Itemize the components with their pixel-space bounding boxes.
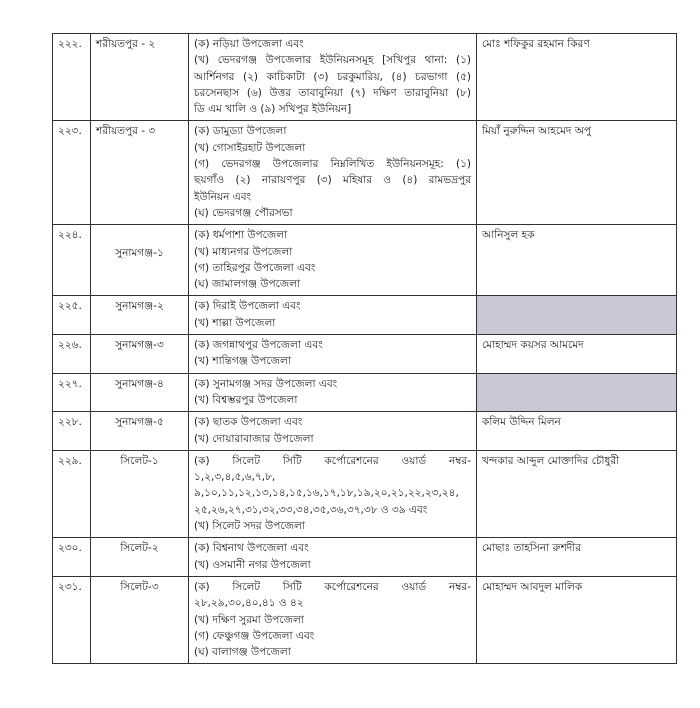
area-line: (খ) দক্ষিণ সুরমা উপজেলা — [194, 613, 304, 626]
member-name: মোছাঃ তাহসিনা রুশদীর — [477, 538, 677, 577]
seat-number: ২২৬. — [53, 335, 91, 374]
area-line: (ঘ) বালাগঞ্জ উপজেলা — [194, 646, 291, 659]
area-line: (খ) মাধ্যনগর উপজেলা — [194, 245, 293, 258]
area-list — [189, 576, 477, 663]
table-row — [53, 34, 677, 121]
seat-number: ২২২. — [53, 34, 91, 121]
seat-number: ২২৪. — [53, 225, 91, 296]
member-name: মোঃ শফিকুর রহমান কিরণ — [477, 34, 677, 121]
area-line: (ক) ডামুড্যা উপজেলা — [194, 125, 287, 138]
table-row — [53, 576, 677, 663]
constituency-name: সিলেট-৩ — [91, 576, 189, 663]
area-line: (খ) শান্তিগঞ্জ উপজেলা — [194, 355, 291, 368]
area-line: (খ) শাল্লা উপজেলা — [194, 316, 276, 329]
area-line: (গ) ভেদরগঞ্জ উপজেলার নিম্নলিখিত ইউনিয়নসমূহ: (১) — [194, 158, 471, 171]
table-row — [53, 121, 677, 225]
area-line: ১,২,৩,৪,৫,৬,৭,৮, — [194, 471, 276, 484]
table-row — [53, 412, 677, 451]
area-line: (ঘ) ভেদরগঞ্জ পৌরসভা — [194, 206, 293, 219]
constituency-name: সুনামগঞ্জ-২ — [91, 296, 189, 335]
area-list — [189, 412, 477, 451]
area-line: ২৮,২৯,৩০,৪০,৪১ ও ৪২ — [194, 597, 304, 610]
table-row — [53, 450, 677, 537]
seat-number: ২২৩. — [53, 121, 91, 225]
area-list — [189, 34, 477, 121]
area-list — [189, 225, 477, 296]
area-line: ৯,১০,১১,১২,১৩,১৪,১৫,১৬,১৭,১৮,১৯,২০,২১,২২,২৩,২৪, — [194, 487, 459, 500]
constituency-name: সিলেট-২ — [91, 538, 189, 577]
area-line: ডি এম খালি ও (৯) সখিপুর ইউনিয়ন] — [194, 103, 352, 116]
area-line: ২৫,২৬,২৭,৩১,৩২,৩৩,৩৪,৩৫,৩৬,৩৭,৩৮ ও ৩৯ এবং — [194, 503, 428, 516]
member-name: আনিসুল হক — [477, 225, 677, 296]
area-list — [189, 335, 477, 374]
area-line: (খ) সিলেট সদর উপজেলা — [194, 520, 305, 533]
area-line: (ক) সিলেট সিটি কর্পোরেশনের ওয়ার্ড নম্বর- — [194, 580, 471, 593]
seat-number: ২২৭. — [53, 373, 91, 412]
seat-number: ২২৮. — [53, 412, 91, 451]
area-line: (খ) ভেদরগঞ্জ উপজেলার ইউনিয়নসমূহ [সখিপুর থানা: (১) — [194, 54, 471, 67]
area-line: ছয়গাঁও (২) নারায়ণপুর (৩) মহিষার ও (৪) রামভদ্রপুর — [194, 174, 471, 187]
area-line: (ক) সুনামগঞ্জ সদর উপজেলা এবং — [194, 377, 338, 390]
area-line: (ক) বিশ্বনাথ উপজেলা এবং — [194, 542, 309, 555]
table-row — [53, 225, 677, 296]
table-row — [53, 373, 677, 412]
seat-number: ২২৯. — [53, 450, 91, 537]
area-line: (খ) দোয়ারাবাজার উপজেলা — [194, 432, 314, 445]
area-line: চরসেনছাস (৬) উত্তর তাবাবুনিয়া (৭) দক্ষিণ তারাবুনিয়া (৮) — [194, 86, 471, 99]
constituency-name: সুনামগঞ্জ-১ — [91, 225, 189, 296]
area-line: আর্শিনগর (২) কাচিকাটা (৩) চরকুমারিয়, (৪) চরভাগা (৫) — [194, 70, 471, 83]
seat-number: ২২৫. — [53, 296, 91, 335]
constituency-name: শরীয়তপুর - ২ — [91, 34, 189, 121]
constituency-name: সুনামগঞ্জ-৫ — [91, 412, 189, 451]
constituency-name: সুনামগঞ্জ-৪ — [91, 373, 189, 412]
area-line: (গ) তাহিরপুর উপজেলা এবং — [194, 261, 316, 274]
table-row — [53, 335, 677, 374]
area-list — [189, 373, 477, 412]
member-name-blank — [477, 373, 677, 412]
constituency-name: শরীয়তপুর - ৩ — [91, 121, 189, 225]
seat-number: ২৩১. — [53, 576, 91, 663]
area-line: (গ) ফেঞ্চুগঞ্জ উপজেলা এবং — [194, 629, 315, 642]
area-line: (খ) বিশ্বম্ভরপুর উপজেলা — [194, 393, 298, 406]
area-line: (খ) গোসাইরহাট উপজেলা — [194, 141, 306, 154]
constituency-table — [52, 33, 677, 664]
member-name: মোহাম্মদ আবদুল মালিক — [477, 576, 677, 663]
constituency-name: সিলেট-১ — [91, 450, 189, 537]
area-line: (ক) নড়িয়া উপজেলা এবং — [194, 38, 304, 50]
area-list — [189, 450, 477, 537]
seat-number: ২৩০. — [53, 538, 91, 577]
member-name-blank — [477, 296, 677, 335]
area-line: (ঘ) জামালগঞ্জ উপজেলা — [194, 278, 301, 291]
area-line: ইউনিয়ন এবং — [194, 190, 252, 203]
area-line: (ক) সিলেট সিটি কর্পোরেশনের ওয়ার্ড নম্বর- — [194, 454, 471, 467]
area-list — [189, 296, 477, 335]
member-name: খন্দকার আব্দুল মোক্তাদির চৌধুরী — [477, 450, 677, 537]
table-row — [53, 538, 677, 577]
constituency-name: সুনামগঞ্জ-৩ — [91, 335, 189, 374]
area-line: (খ) ওসমানী নগর উপজেলা — [194, 558, 311, 571]
table-row — [53, 296, 677, 335]
member-name: মিয়াঁ নুরুদ্দিন আহমেদ অপু — [477, 121, 677, 225]
area-line: (ক) দিরাই উপজেলা এবং — [194, 300, 301, 313]
area-line: (ক) ছাতক উপজেলা এবং — [194, 416, 303, 429]
area-line: (ক) ধর্মপাশা উপজেলা — [194, 229, 288, 242]
member-name: কলিম উদ্দিন মিলন — [477, 412, 677, 451]
member-name: মোহাম্মদ কয়সর আমমেদ — [477, 335, 677, 374]
area-list — [189, 538, 477, 577]
area-line: (ক) জগন্নাথপুর উপজেলা এবং — [194, 339, 323, 352]
area-list — [189, 121, 477, 225]
